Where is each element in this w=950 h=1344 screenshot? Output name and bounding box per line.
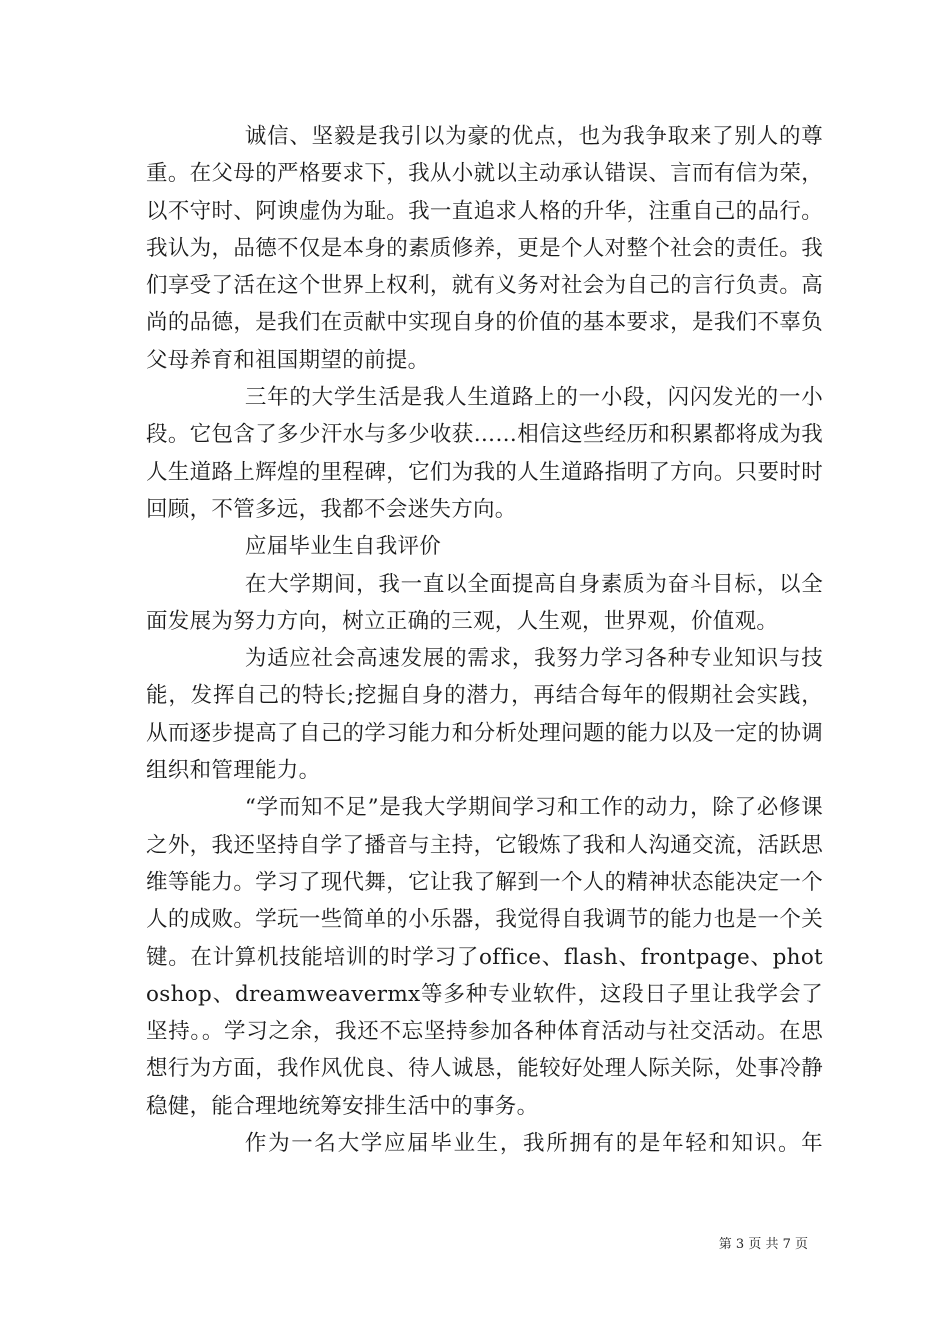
document-body [146,118,823,1162]
paragraph-college-life: 三年的大学生活是我人生道路上的一小段，闪闪发光的一小段。它包含了多少汗水与多少收获……相信这些经历和积累都将成为我人生道路上辉煌的里程碑，它们为我的人生道路指明了方向。只要时时回顾，不管多远，我都不会迷失方向。 [146,385,823,522]
paragraph-graduate-intro: 作为一名大学应届毕业生，我所拥有的是年轻和知识。年 [244,1131,823,1157]
paragraph-skills: 为适应社会高速发展的需求，我努力学习各种专业知识与技能，发挥自己的特长;挖掘自身的潜力，再结合每年的假期社会实践，从而逐步提高了自己的学习能力和分析处理问题的能力以及一定的协调组织和管理能力。 [146,646,823,784]
paragraph-integrity: 诚信、坚毅是我引以为豪的优点，也为我争取来了别人的尊重。在父母的严格要求下，我从小就以主动承认错误、言而有信为荣，以不守时、阿谀虚伪为耻。我一直追求人格的升华，注重自己的品行。我认为，品德不仅是本身的素质修养，更是个人对整个社会的责任。我们享受了活在这个世界上权利，就有义务对社会为自己的言行负责。高尚的品德，是我们在贡献中实现自身的价值的基本要求，是我们不辜负父母养育和祖国期望的前提。 [146,124,823,373]
paragraph-self-study: “学而知不足”是我大学期间学习和工作的动力，除了必修课之外，我还坚持自学了播音与主持，它锻炼了我和人沟通交流，活跃思维等能力。学习了现代舞，它让我了解到一个人的精神状态能决定一个人的成败。学玩一些简单的小乐器，我觉得自我调节的能力也是一个关键。在计算机技能培训的时学习了office、flash、frontpage、photoshop、dreamweavermx等多种专业软件，这段日子里让我学会了坚持。。学习之余，我还不忘坚持参加各种体育活动与社交活动。在思想行为方面，我作风优良、待人诚恳，能较好处理人际关际，处事冷静稳健，能合理地统筹安排生活中的事务。 [146,795,823,1119]
page-number: 第 3 页 共 7 页 [718,1237,808,1252]
paragraph-goals: 在大学期间，我一直以全面提高自身素质为奋斗目标，以全面发展为努力方向，树立正确的三观，人生观，世界观，价值观。 [146,571,823,634]
section-heading: 应届毕业生自我评价 [244,534,442,560]
